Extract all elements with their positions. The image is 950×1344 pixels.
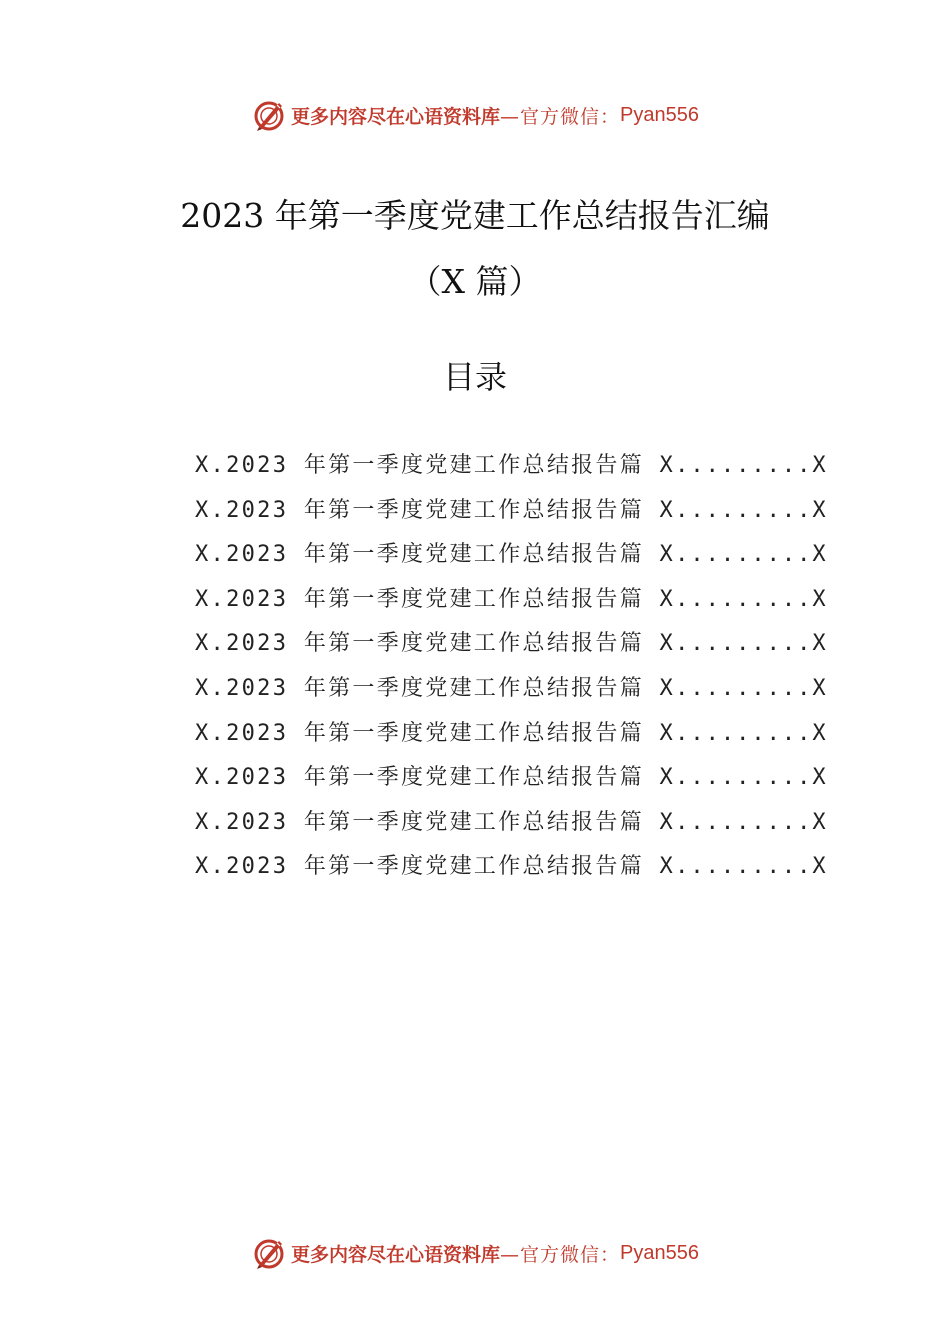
toc-entry-text: X.2023 年第一季度党建工作总结报告篇 X <box>195 720 676 746</box>
header-banner <box>0 95 950 135</box>
banner-library-text: 更多内容尽在心语资料库 <box>291 105 501 128</box>
table-of-contents <box>195 448 826 894</box>
document-title: 2023 年第一季度党建工作总结报告汇编 <box>180 196 770 235</box>
toc-page-number: X <box>812 497 826 523</box>
toc-item[interactable] <box>195 716 826 761</box>
toc-entry-text: X.2023 年第一季度党建工作总结报告篇 X <box>195 542 676 568</box>
toc-leader-dots: ......... <box>675 586 813 612</box>
toc-page-number: X <box>812 854 826 880</box>
banner-wechat-id: Pyan556 <box>620 103 699 126</box>
toc-item[interactable] <box>195 582 826 627</box>
toc-item[interactable] <box>195 626 826 671</box>
toc-leader-dots: ......... <box>675 809 813 835</box>
toc-page-number: X <box>812 809 826 835</box>
toc-page-number: X <box>812 542 826 568</box>
toc-entry-text: X.2023 年第一季度党建工作总结报告篇 X <box>195 675 676 701</box>
toc-leader-dots: ......... <box>675 542 813 568</box>
toc-entry-text: X.2023 年第一季度党建工作总结报告篇 X <box>195 854 676 880</box>
toc-leader-dots: ......... <box>675 453 813 478</box>
toc-entry-text: X.2023 年第一季度党建工作总结报告篇 X <box>195 765 676 791</box>
footer-banner <box>0 1233 950 1273</box>
toc-entry-text: X.2023 年第一季度党建工作总结报告篇 X <box>195 631 676 657</box>
toc-page-number: X <box>812 720 826 746</box>
toc-page-number: X <box>812 675 826 701</box>
toc-leader-dots: ......... <box>675 631 813 657</box>
toc-item[interactable] <box>195 448 826 493</box>
toc-item[interactable] <box>195 537 826 582</box>
toc-entry-text: X.2023 年第一季度党建工作总结报告篇 X <box>195 453 676 478</box>
toc-leader-dots: ......... <box>675 675 813 701</box>
pen-logo-icon <box>251 1235 287 1271</box>
toc-leader-dots: ......... <box>675 765 813 791</box>
toc-page-number: X <box>812 631 826 657</box>
toc-page-number: X <box>812 586 826 612</box>
toc-entry-text: X.2023 年第一季度党建工作总结报告篇 X <box>195 586 676 612</box>
toc-item[interactable] <box>195 849 826 894</box>
toc-heading: 目录 <box>442 358 507 396</box>
toc-leader-dots: ......... <box>675 854 813 880</box>
toc-page-number: X <box>812 765 826 791</box>
banner-library-text: 更多内容尽在心语资料库 <box>291 1243 501 1266</box>
toc-item[interactable] <box>195 805 826 850</box>
toc-item[interactable] <box>195 760 826 805</box>
banner-wechat-label: —官方微信： <box>500 1243 621 1266</box>
toc-entry-text: X.2023 年第一季度党建工作总结报告篇 X <box>195 497 676 523</box>
toc-entry-text: X.2023 年第一季度党建工作总结报告篇 X <box>195 809 676 835</box>
toc-leader-dots: ......... <box>675 720 813 746</box>
pen-logo-icon <box>251 97 287 133</box>
toc-item[interactable] <box>195 671 826 716</box>
banner-wechat-label: —官方微信： <box>500 105 621 128</box>
toc-page-number: X <box>812 453 826 478</box>
toc-leader-dots: ......... <box>675 497 813 523</box>
document-subtitle: （X 篇） <box>408 262 542 301</box>
toc-item[interactable] <box>195 493 826 538</box>
banner-wechat-id: Pyan556 <box>620 1241 699 1264</box>
